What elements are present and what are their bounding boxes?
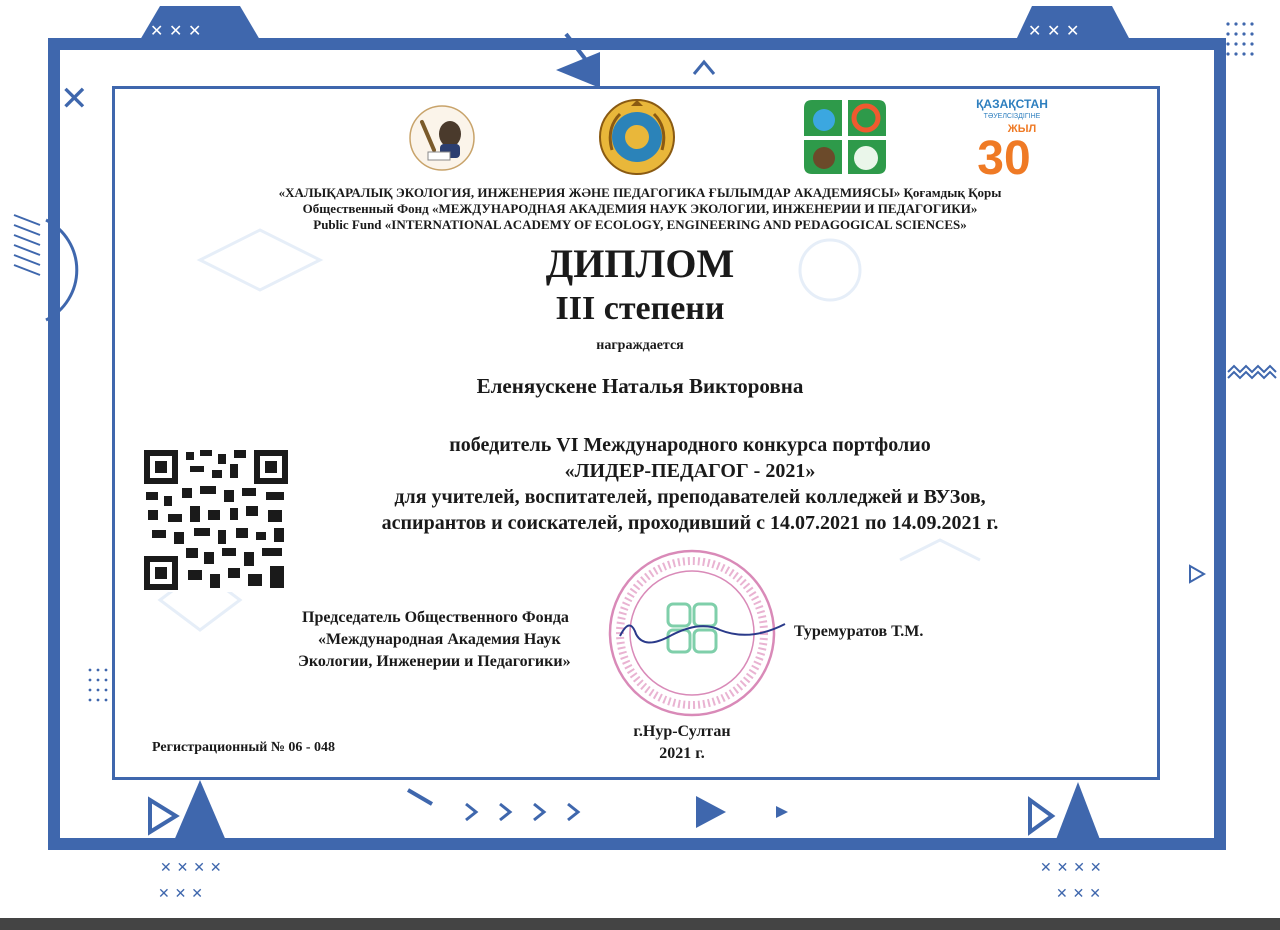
degree-title: III степени [555, 290, 725, 327]
academy-portrait-logo [406, 104, 478, 172]
position-line-2: «Международная Академия Наук [318, 631, 561, 648]
position-line-1: Председатель Общественного Фонда [302, 609, 569, 626]
years-word: ЖЫЛ [1007, 123, 1037, 135]
kazakhstan-word: ҚАЗАҚСТАН [976, 97, 1048, 111]
kazakhstan-emblem [598, 98, 676, 176]
description-line-3: для учителей, воспитателей, преподавателей колледжей и ВУЗов, [394, 486, 986, 508]
thirty-number: 30 [977, 132, 1031, 178]
registration-number: Регистрационный № 06 - 048 [152, 740, 336, 755]
svg-text:✕ ✕ ✕ ✕: ✕ ✕ ✕ ✕ [160, 860, 222, 876]
recipient-name: Еленяускене Наталья Викторовна [476, 374, 804, 398]
awarded-label: награждается [596, 338, 684, 353]
signatory-name: Туремуратов Т.М. [794, 623, 924, 640]
svg-text:✕ ✕ ✕: ✕ ✕ ✕ [150, 21, 202, 40]
svg-text:✕: ✕ [60, 79, 89, 119]
ecology-academy-logo [802, 98, 888, 176]
svg-text:✕ ✕ ✕: ✕ ✕ ✕ [158, 886, 203, 902]
kazakhstan-30-logo [972, 94, 1052, 178]
qr-code [142, 448, 290, 592]
diploma-title: ДИПЛОМ [545, 241, 735, 286]
svg-text:✕ ✕ ✕ ✕: ✕ ✕ ✕ ✕ [1040, 860, 1102, 876]
svg-text:✕ ✕ ✕: ✕ ✕ ✕ [1028, 21, 1080, 40]
description-line-1: победитель VI Международного конкурса портфолио [449, 434, 931, 456]
scanner-edge [0, 918, 1280, 930]
position-line-3: Экологии, Инженерии и Педагогики» [298, 653, 571, 670]
svg-text:✕ ✕ ✕: ✕ ✕ ✕ [1056, 886, 1101, 902]
signature-mark [600, 606, 790, 656]
header-english: Public Fund «INTERNATIONAL ACADEMY OF ECOLOGY, ENGINEERING AND PEDAGOGICAL SCIENCES» [313, 217, 967, 232]
header-russian: Общественный Фонд «МЕЖДУНАРОДНАЯ АКАДЕМИЯ НАУК ЭКОЛОГИИ, ИНЖЕНЕРИИ И ПЕДАГОГИКИ» [302, 201, 978, 216]
description-line-4: аспирантов и соискателей, проходивший с 14.07.2021 по 14.09.2021 г. [381, 512, 999, 534]
description-line-2: «ЛИДЕР-ПЕДАГОГ - 2021» [564, 460, 816, 482]
header-kazakh: «ХАЛЫҚАРАЛЫҚ ЭКОЛОГИЯ, ИНЖЕНЕРИЯ ЖӘНЕ ПЕДАГОГИКА ҒЫЛЫМДАР АКАДЕМИЯСЫ» Қоғамдық Қоры [278, 185, 1002, 200]
independence-word: ТӘУЕЛСІЗДІГІНЕ [983, 113, 1041, 120]
city: г.Нур-Султан [633, 723, 731, 740]
issue-year: 2021 г. [659, 745, 705, 762]
